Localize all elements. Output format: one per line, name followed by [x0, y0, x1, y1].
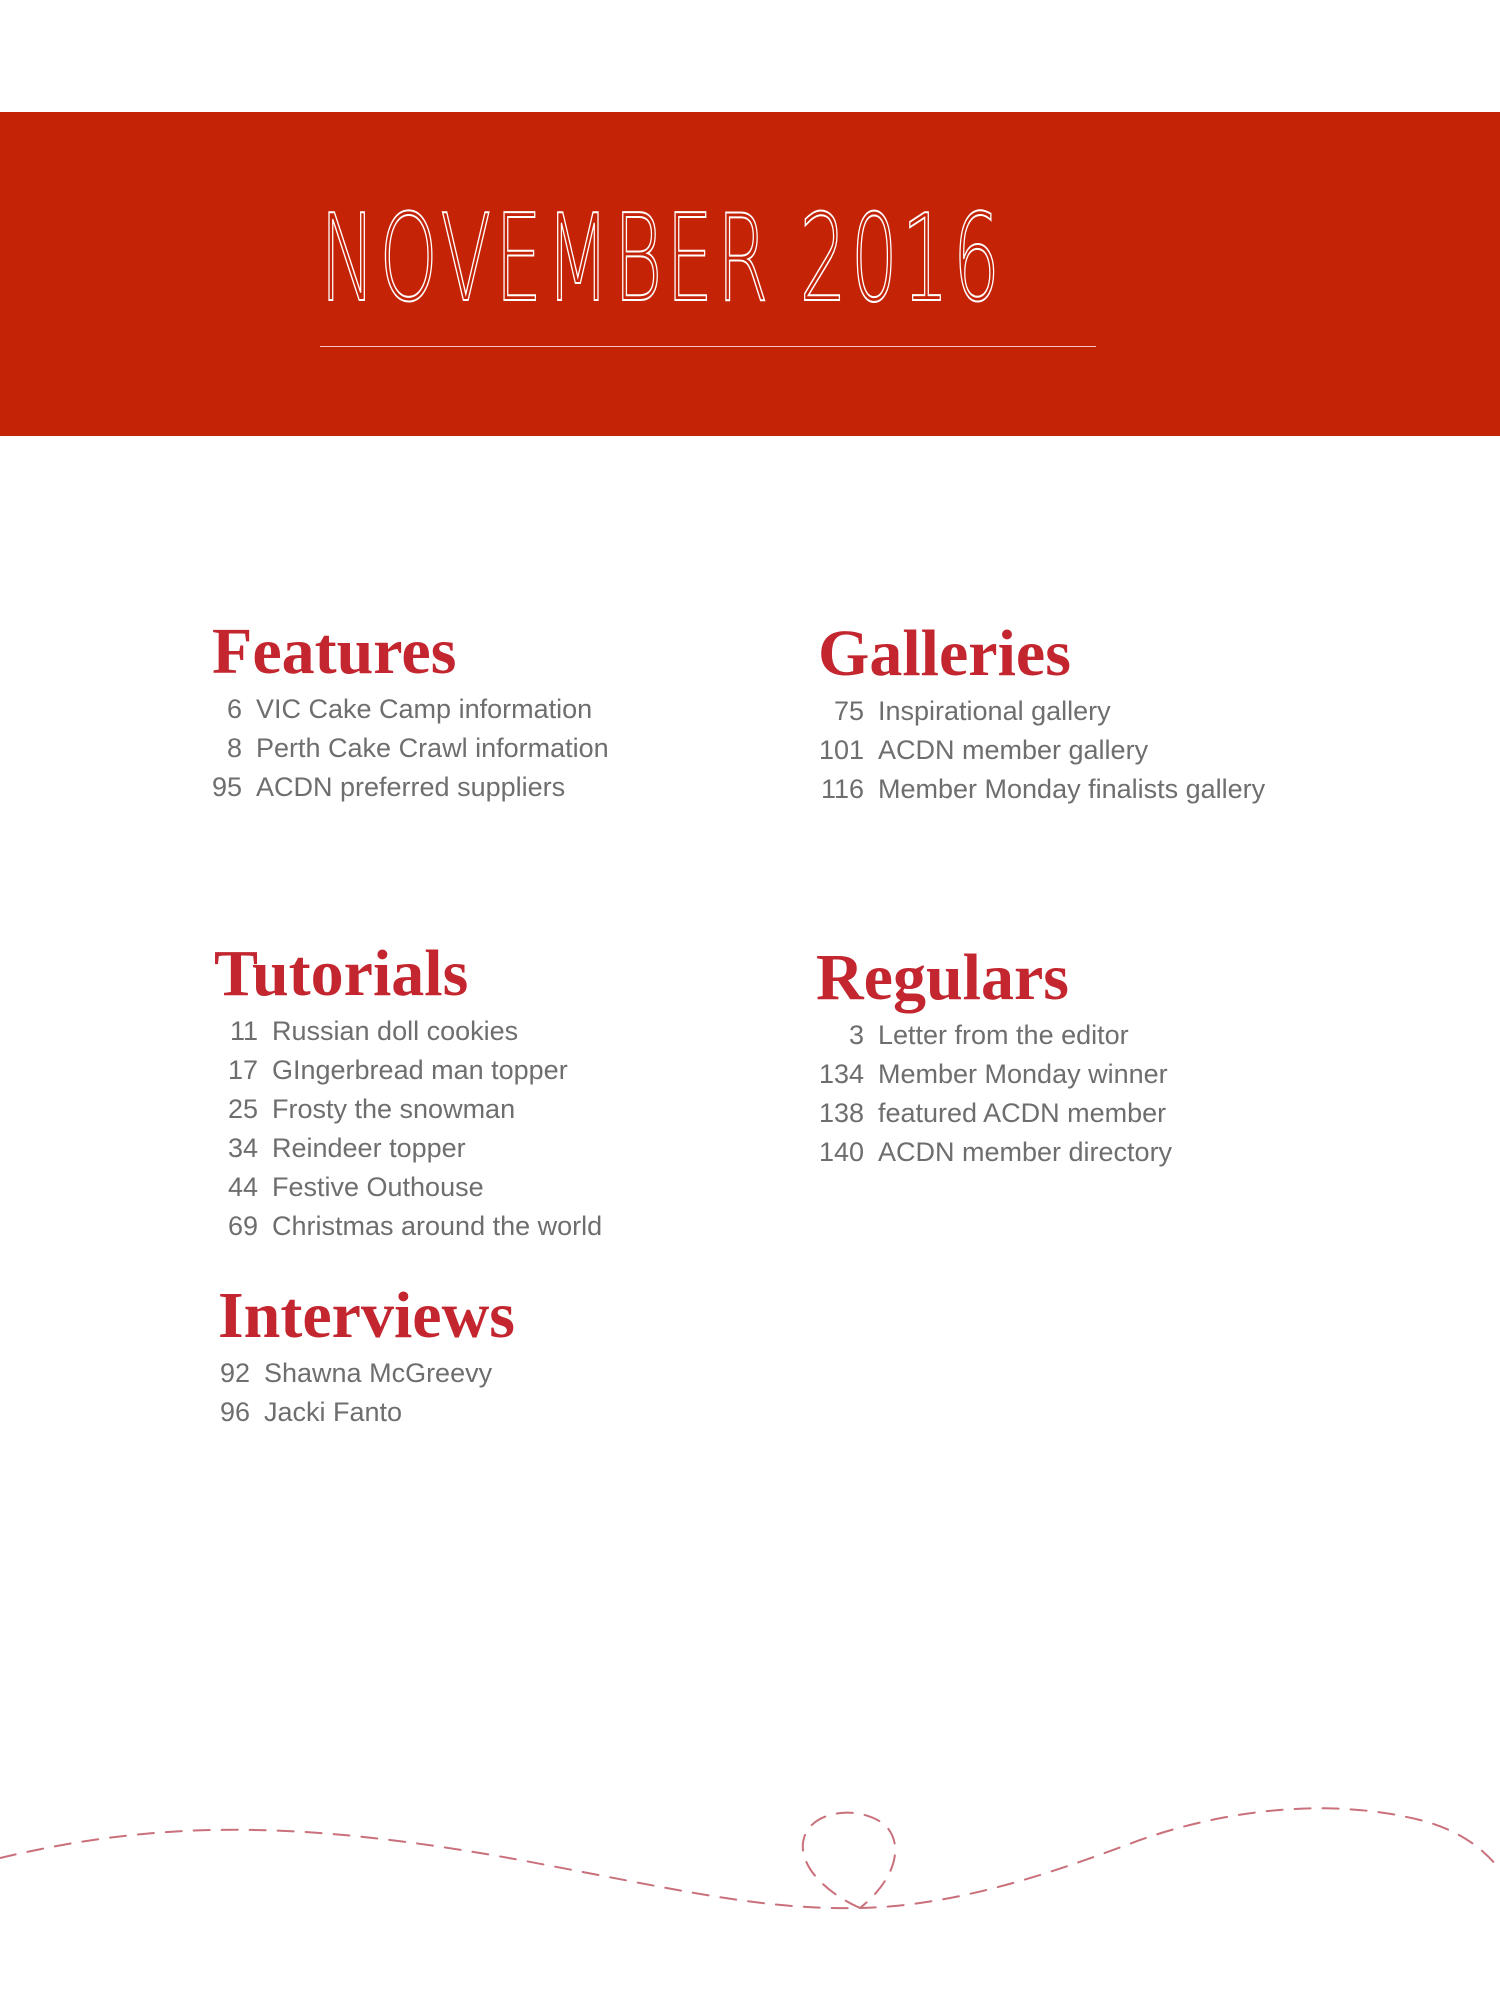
entry-title: Frosty the snowman — [272, 1094, 516, 1124]
toc-entry — [818, 692, 1265, 731]
page-number: 17 — [227, 1055, 258, 1085]
entry-title: ACDN member directory — [878, 1137, 1173, 1167]
page-number: 134 — [818, 1059, 864, 1089]
toc-entry — [212, 729, 609, 768]
interviews-list — [218, 1354, 515, 1432]
page-number: 25 — [227, 1094, 258, 1124]
entry-title: Christmas around the world — [272, 1211, 603, 1241]
toc-entry — [816, 1016, 1172, 1055]
dashed-swirl-line — [0, 1780, 1500, 1920]
section-heading-regulars: Regulars — [816, 941, 1069, 1014]
page-number: 8 — [226, 733, 242, 763]
entry-title: Shawna McGreevy — [264, 1358, 493, 1388]
page-number: 140 — [818, 1137, 864, 1167]
section-heading-features: Features — [212, 615, 457, 688]
entry-title: Member Monday finalists gallery — [878, 774, 1266, 804]
features-section — [212, 614, 609, 807]
toc-entry — [214, 1012, 602, 1051]
toc-entry — [818, 770, 1265, 809]
page-number: 101 — [818, 735, 864, 765]
toc-entry — [816, 1055, 1172, 1094]
regulars-section — [816, 940, 1172, 1172]
page-number: 44 — [227, 1172, 258, 1202]
entry-title: GIngerbread man topper — [272, 1055, 568, 1085]
entry-title: Jacki Fanto — [264, 1397, 403, 1427]
toc-entry — [214, 1207, 602, 1246]
toc-entry — [212, 690, 609, 729]
entry-title: Perth Cake Crawl information — [256, 733, 609, 763]
page-number: 34 — [227, 1133, 258, 1163]
section-heading-galleries: Galleries — [818, 617, 1071, 690]
regulars-list — [816, 1016, 1172, 1172]
issue-title: NOVEMBER 2016 — [320, 190, 1004, 329]
toc-entry — [214, 1129, 602, 1168]
entry-title: Member Monday winner — [878, 1059, 1168, 1089]
entry-title: Letter from the editor — [878, 1020, 1129, 1050]
toc-entry — [818, 731, 1265, 770]
section-heading-tutorials: Tutorials — [214, 937, 469, 1010]
entry-title: Russian doll cookies — [272, 1016, 519, 1046]
toc-entry — [816, 1133, 1172, 1172]
entry-title: ACDN member gallery — [878, 735, 1149, 765]
page-number: 3 — [848, 1020, 864, 1050]
page-number: 116 — [820, 774, 864, 804]
galleries-section — [818, 616, 1265, 809]
entry-title: Inspirational gallery — [878, 696, 1111, 726]
tutorials-section — [214, 936, 602, 1246]
entry-title: Festive Outhouse — [272, 1172, 484, 1202]
title-underline — [320, 346, 1096, 347]
entry-title: Reindeer topper — [272, 1133, 466, 1163]
page-number: 96 — [219, 1397, 250, 1427]
interviews-section — [218, 1278, 515, 1432]
entry-title: ACDN preferred suppliers — [256, 772, 566, 802]
page-number: 75 — [833, 696, 864, 726]
toc-entry — [214, 1051, 602, 1090]
toc-entry — [214, 1090, 602, 1129]
page-number: 138 — [818, 1098, 864, 1128]
toc-entry — [816, 1094, 1172, 1133]
features-list — [212, 690, 609, 807]
toc-entry — [214, 1168, 602, 1207]
page-number: 11 — [229, 1016, 258, 1046]
page-number: 92 — [219, 1358, 250, 1388]
entry-title: featured ACDN member — [878, 1098, 1167, 1128]
toc-entry — [218, 1393, 515, 1432]
galleries-list — [818, 692, 1265, 809]
entry-title: VIC Cake Camp information — [256, 694, 593, 724]
page-number: 95 — [212, 772, 243, 802]
toc-entry — [218, 1354, 515, 1393]
toc-entry — [212, 768, 609, 807]
tutorials-list — [214, 1012, 602, 1246]
page-number: 6 — [226, 694, 242, 724]
page-number: 69 — [227, 1211, 258, 1241]
section-heading-interviews: Interviews — [218, 1279, 515, 1352]
